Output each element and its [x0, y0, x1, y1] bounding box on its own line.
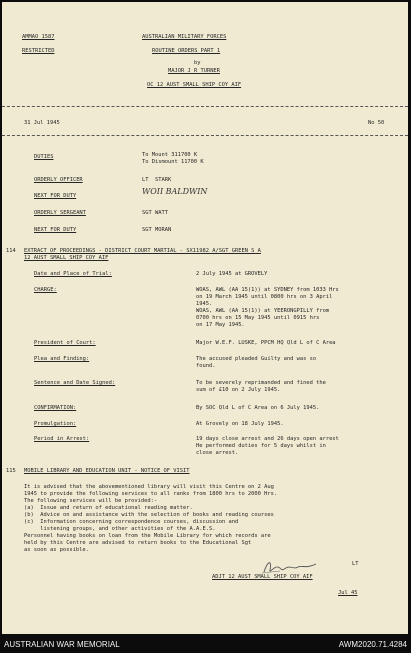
sentence-line: sum of £10 on 2 July 1945. [196, 387, 281, 393]
date-place-label: Date and Place of Trial: [34, 271, 112, 277]
header-divider [2, 106, 408, 107]
plea-label: Plea and Finding: [34, 356, 90, 362]
president-value: Major W.E.F. LUSKE, PPCM HQ Qld L of C Area [196, 340, 336, 346]
ammo-ref: AMMAO 1587 [22, 34, 55, 40]
unit-name: OC 12 AUST SMALL SHIP COY AIF [147, 82, 242, 88]
item-115-title: MOBILE LIBRARY AND EDUCATION UNIT - NOTICE OF VISIT [24, 468, 190, 474]
confirmation-label: CONFIRMATION: [34, 405, 77, 411]
orders-title: ROUTINE ORDERS PART 1 [152, 48, 221, 54]
plea-line: found. [196, 363, 216, 369]
charge-line: WOAS, AWL (AA 15(1)) at SYDNEY from 1033 Hrs [196, 287, 339, 293]
arrest-line: He performed duties for 5 days whilst in [196, 443, 326, 449]
item-114-title-line-2: 12 AUST SMALL SHIP COY AIF [24, 255, 109, 261]
charge-line: on 19 March 1945 until 0800 hrs on 3 April [196, 294, 333, 300]
order-date: 31 Jul 1945 [24, 120, 60, 126]
duties-label: DUTIES [34, 154, 54, 160]
item-115-body-line: (b) Advice on and assistance with the selection of books and reading courses [24, 512, 274, 518]
restricted-label: RESTRICTED [22, 48, 55, 54]
major-name: MAJOR J R TURNER [168, 68, 220, 74]
item-115-body-line: (c) Information concerning correspondence courses, discussion and [24, 519, 239, 525]
signoff-unit: ADJT 12 AUST SMALL SHIP COY AIF [212, 574, 313, 580]
confirmation-value: By SOC Qld L of C Area on 6 July 1945. [196, 405, 320, 411]
next-for-duty-label-2: NEXT FOR DUTY [34, 227, 77, 233]
item-115-number: 115 [6, 468, 16, 474]
orderly-sergeant-label: ORDERLY SERGEANT [34, 210, 86, 216]
order-number: No 50 [368, 120, 385, 126]
promulgation-label: Promulgation: [34, 421, 77, 427]
item-114-title-line-1: EXTRACT OF PROCEEDINGS - DISTRICT COURT MARTIAL - SX11982 A/SGT GREEN S A [24, 248, 261, 254]
arrest-line: close arrest. [196, 450, 239, 456]
plea-line: The accused pleaded Guilty and was so [196, 356, 317, 362]
archive-footer [0, 636, 411, 653]
arrest-line: 19 days close arrest and 26 days open arrest [196, 436, 339, 442]
promulgation-value: At Grovely on 18 July 1945. [196, 421, 284, 427]
item-115-body-line: as soon as possible. [24, 547, 89, 553]
signoff-rank: LT [352, 561, 359, 567]
item-115-body-line: held by this Centre are advised to return books to the Educational Sgt [24, 540, 252, 546]
charge-line: on 17 May 1945. [196, 322, 245, 328]
footer-source: AUSTRALIAN WAR MEMORIAL [4, 640, 120, 649]
orderly-officer-label: ORDERLY OFFICER [34, 177, 83, 183]
next-for-duty-value-2: SGT MORAN [142, 227, 172, 233]
footer-catalogue-id: AWM2020.71.4284 [338, 640, 407, 649]
sentence-line: To be severely reprimanded and fined the [196, 380, 326, 386]
sentence-label: Sentence and Date Signed: [34, 380, 116, 386]
charge-label: CHARGE: [34, 287, 57, 293]
item-115-body-line: 1945 to provide the following services to all ranks from 1800 hrs to 2000 Hrs. [24, 491, 278, 497]
by-label: by [194, 60, 201, 66]
charge-line: 1945. [196, 301, 213, 307]
orderly-sergeant-value: SGT WATT [142, 210, 168, 216]
president-label: President of Court: [34, 340, 96, 346]
item-115-body-line: listening groups, and other activities of the A.A.E.S. [24, 526, 216, 532]
arrest-label: Period in Arrest: [34, 436, 90, 442]
item-115-body-line: Personnel having books on loan from the Mobile Library for which records are [24, 533, 271, 539]
next-for-duty-label-1: NEXT FOR DUTY [34, 193, 77, 199]
date-divider [2, 135, 408, 136]
date-place-value: 2 July 1945 at GROVELY [196, 271, 268, 277]
duties-line-2: To Dismount 11700 K [142, 159, 204, 165]
duties-line-1: To Mount 311700 K [142, 152, 198, 158]
item-114-number: 114 [6, 248, 16, 254]
item-115-body-line: (a) Issue and return of educational reading matter. [24, 505, 193, 511]
orderly-officer-value: LT STARK [142, 177, 172, 183]
item-115-body-line: It is advised that the abovementioned library will visit this Centre on 2 Aug [24, 484, 274, 490]
org-title: AUSTRALIAN MILITARY FORCES [142, 34, 227, 40]
document-page [2, 2, 408, 634]
signoff-date: Jul 45 [338, 590, 358, 596]
charge-line: 0700 hrs on 15 May 1945 until 0915 hrs [196, 315, 320, 321]
item-115-body-line: The following services will be provided:- [24, 498, 158, 504]
charge-line: WOAS, AWL (AA 15(1)) at YEERONGPILLY from [196, 308, 330, 314]
next-for-duty-value-1: WOII BALDWIN [142, 187, 208, 196]
